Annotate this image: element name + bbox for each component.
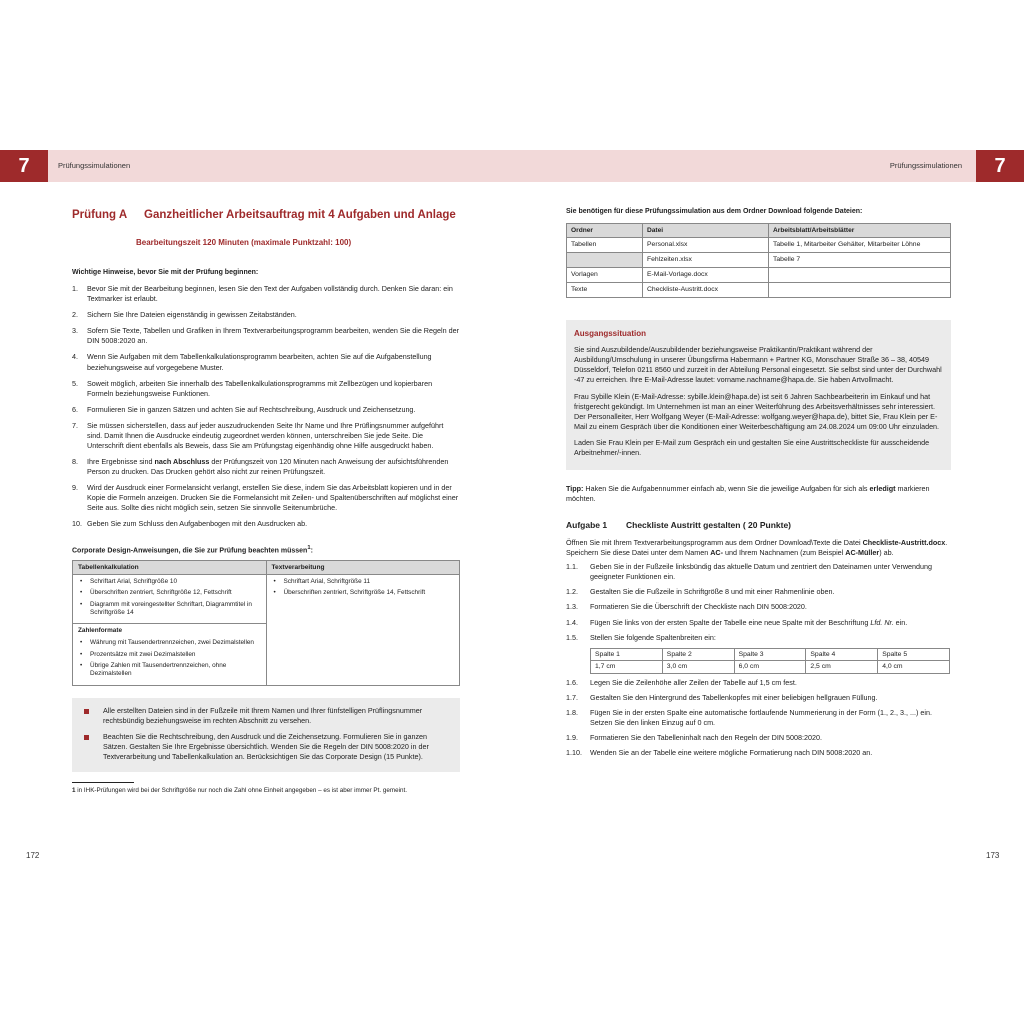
header-band [0,150,1024,182]
table-header: Tabellenkalkulation [73,560,267,574]
list-item: 10. Geben Sie zum Schluss den Aufgabenbogen mit den Ausdrucken ab. [72,519,308,529]
list-item: 1.9. Formatieren Sie den Tabelleninhalt nach den Regeln der DIN 5008:2020. [566,733,823,742]
corporate-design-heading: Corporate Design-Anweisungen, die Sie zur Prüfung beachten müssen$^1$: [72,544,313,554]
situation-paragraph: Frau Sybille Klein (E-Mail-Adresse: sybille.klein@hapa.de) ist seit 6 Jahren Sachbearbeiterin im Einkauf und hat fristgerecht gekündigt. Im Unternehmen ist man an einer Weiterführung des Arbeitsverhältnisses sehr interessiert. Der Personalleiter, Herr Wolfgang Weyer (E-Mail-Adresse: wolfgang.weyer@hapa.de), bittet Sie, Frau Klein per E-Mail zu einem Gespräch über die Konditionen einer Weiterbeschäftigung am 24.08.2024 um 09:00 Uhr einzuladen. [574,391,940,431]
hints-heading: Wichtige Hinweise, bevor Sie mit der Prüfung beginnen: [72,269,259,277]
situation-paragraph: Laden Sie Frau Klein per E-Mail zum Gespräch ein und gestalten Sie eine Austrittscheckliste für ausscheidende Arbeitnehmer/-innen. [574,437,930,457]
situation-box [566,320,951,470]
list-item: • Übrige Zahlen mit Tausendertrennzeichen, ohne Dezimalstellen [78,662,261,679]
task1-steps-continued [566,678,951,758]
list-item: 1.3. Formatieren Sie die Überschrift der Checkliste nach DIN 5008:2020. [566,602,807,612]
running-head-right: Prüfungssimulationen [889,161,962,170]
exam-title [72,207,460,223]
right-page-column [566,207,951,763]
list-item: • Diagramm mit voreingestellter Schriftart, Diagrammtitel in Schriftgröße 14 [78,601,261,618]
footnote-divider [72,782,134,783]
list-item: • Überschriften zentriert, Schriftgröße 12, Fettschrift [78,589,261,597]
list-item: 2. Sichern Sie Ihre Dateien eigenständig in gewissen Zeitabständen. [72,310,297,320]
left-page-column [72,207,460,796]
hints-list [72,284,460,529]
page-number-left: 172 [26,851,40,860]
table-header: Arbeitsblatt/Arbeitsblätter [769,223,951,237]
task1-heading: Aufgabe 1 Checkliste Austritt gestalten ( 20 Punkte) [566,520,792,531]
square-bullet-icon [84,709,89,714]
list-item: • Schriftart Arial, Schriftgröße 10 [78,578,261,586]
corporate-design-table [72,560,460,686]
list-item: • Überschriften zentriert, Schriftgröße 14, Fettschrift [272,589,455,597]
list-item: 5. Soweit möglich, arbeiten Sie innerhalb des Tabellenkalkulationsprogramms mit Zellbezügen und kopierbaren Formeln beziehungsweise Funktionen. [72,378,433,398]
note-item: Beachten Sie die Rechtschreibung, den Ausdruck und die Zeichensetzung. Formulieren Sie in ganzen Sätzen. Gestalten Sie Ihre Ergebnisse übersichtlich. Wenden Sie die Regeln der DIN 5008:2020 in der Textverarbeitung und Tabellenkalkulation an. Berücksichtigen Sie das Corporate Design (15 Punkte). [82,732,450,762]
column-widths-table [590,648,950,674]
note-item: Alle erstellten Dateien sind in der Fußzeile mit Ihrem Namen und Ihrer fünfstelligen Prüflingsnummer rechtsbündig beziehungsweise im rechten Abschnitt zu versehen. [82,706,450,726]
table-row: Texte Checkliste-Austritt.docx [567,283,951,298]
list-item: 3. Sofern Sie Texte, Tabellen und Grafiken in Ihrem Textverarbeitungsprogramm bearbeiten, wenden Sie die Regeln der DIN 5008:2020 an. [72,326,459,346]
list-item: 1.4. Fügen Sie links von der ersten Spalte der Tabelle eine neue Spalte mit der Beschriftung Lfd. Nr. ein. [566,617,908,627]
list-item: 1.10. Wenden Sie an der Tabelle eine weitere mögliche Formatierung nach DIN 5008:2020 an. [566,748,873,758]
table-header: Ordner [567,223,643,237]
list-item: 1.6. Legen Sie die Zeilenhöhe aller Zeilen der Tabelle auf 1,5 cm fest. [566,677,797,687]
table-row: Spalte 1 Spalte 2 Spalte 3 Spalte 4 Spalte 5 [591,648,950,661]
situation-paragraph: Sie sind Auszubildende/Auszubildender beziehungsweise Praktikantin/Praktikant während der Ausbildung/Umschulung in unserer Übungsfirma Habermann + Partner KG, Monschauer Straße 36 – 38, 40549 Düsseldorf, Telefon 0211 8560 und zurzeit in der Abteilung Personal eingesetzt. Sie selbst sind unter der Durchwahl -47 zu erreichen. Ihre E-Mail-Adresse lautet: vorname.nachname@hapa.de. Sie haben Artvollmacht. [574,345,942,385]
zahlenformate-label: Zahlenformate [78,627,123,635]
exam-subtitle: Bearbeitungszeit 120 Minuten (maximale Punktzahl: 100) [136,238,352,248]
table-header: Datei [643,223,769,237]
table-row: 1,7 cm 3,0 cm 6,0 cm 2,5 cm 4,0 cm [591,661,950,674]
tip-text: Tipp: Haken Sie die Aufgabennummer einfach ab, wenn Sie die jeweilige Aufgaben für sich als erledigt markieren möchten. [566,483,930,504]
footnote: 1 in IHK-Prüfungen wird bei der Schriftgröße nur noch die Zahl ohne Einheit angegeben – es ist aber immer Pt. gemeint. [72,786,407,794]
running-head-left: Prüfungssimulationen [58,161,131,170]
table-cell [73,574,267,623]
list-item: 1. Bevor Sie mit der Bearbeitung beginnen, lesen Sie den Text der Aufgaben vollständig durch. Denken Sie daran: ein Textmarker ist erlaubt. [72,284,453,304]
table-row: Fehlzeiten.xlsx Tabelle 7 [567,253,951,268]
chapter-number-left: 7 [0,150,48,182]
list-item: • Währung mit Tausendertrennzeichen, zwei Dezimalstellen [78,639,261,647]
list-item: 9. Wird der Ausdruck einer Formelansicht verlangt, erstellen Sie diese, indem Sie das Arbeitsblatt kopieren und in der Kopie die Formeln anzeigen. Drucken Sie die Formelansicht mit Zeilen- und Spaltenüberschriften auf möglichst einer Seite aus. Sollte dies nicht möglich sein, setzen Sie sinnvolle Seitenumbrüche. [72,483,459,513]
table-row: Tabellen Personal.xlsx Tabelle 1, Mitarbeiter Gehälter, Mitarbeiter Löhne [567,238,951,253]
list-item: 1.5. Stellen Sie folgende Spaltenbreiten ein: [566,632,716,642]
list-item: 8. Ihre Ergebnisse sind nach Abschluss der Prüfungszeit von 120 Minuten nach Anweisung der aufsichtsführenden Person zu drucken. Das Drucken gehört also nicht zur reinen Prüfungszeit. [72,457,449,477]
list-item: 1.1. Geben Sie in der Fußzeile linksbündig das aktuelle Datum und zentriert den Dateinamen unter Verwendung geeigneter Funktionen ein. [566,562,933,582]
notes-box [72,698,460,772]
list-item: 1.8. Fügen Sie in der ersten Spalte eine automatische fortlaufende Nummerierung in der Form (1., 2., 3., ...) ein. Setzen Sie den linken Einzug auf 0 cm. [566,707,932,727]
list-item: 6. Formulieren Sie in ganzen Sätzen und achten Sie auf Rechtschreibung, Ausdruck und Zeichensetzung. [72,404,416,414]
table-cell [73,624,267,685]
table-cell [266,574,460,685]
task1-intro: Öffnen Sie mit Ihrem Textverarbeitungsprogramm aus dem Ordner Download\Texte die Datei Checkliste-Austritt.docx. Speichern Sie diese Datei unter dem Namen AC- und Ihrem Nachnamen (zum Beispiel AC-Müller) ab. [566,538,948,558]
list-item: • Schriftart Arial, Schriftgröße 11 [272,578,455,586]
exam-label: Prüfung A [72,209,128,221]
situation-heading: Ausgangssituation [574,329,647,339]
square-bullet-icon [84,735,89,740]
chapter-number-right: 7 [976,150,1024,182]
page-number-right: 173 [986,851,1000,860]
exam-title-text: Ganzheitlicher Arbeitsauftrag mit 4 Aufgaben und Anlage [144,209,456,221]
task1-steps [566,562,951,642]
files-heading: Sie benötigen für diese Prüfungssimulation aus dem Ordner Download folgende Dateien: [566,208,863,215]
list-item: 4. Wenn Sie Aufgaben mit dem Tabellenkalkulationsprogramm bearbeiten, achten Sie auf die Aufgabenstellung beziehungsweise auf vorgegebene Muster. [72,352,432,372]
list-item: • Prozentsätze mit zwei Dezimalstellen [78,651,261,659]
list-item: 1.2. Gestalten Sie die Fußzeile in Schriftgröße 8 und mit einer Rahmenlinie oben. [566,587,835,597]
table-row: Vorlagen E-Mail-Vorlage.docx [567,268,951,283]
files-table [566,223,951,298]
list-item: 7. Sie müssen sicherstellen, dass auf jeder auszudruckenden Seite Ihr Name und Ihre Prüflingsnummer aufgeführt sind. Damit Ihnen die Ausdrucke eindeutig zugeordnet werden können, unterschreiben Sie jede Seite. Die Unterschrift dient ebenfalls als Beweis, dass Sie am Prüfungstag eigenhändig ohne Hilfe ausgedruckt haben. [72,420,444,451]
table-header: Textverarbeitung [266,560,460,574]
list-item: 1.7. Gestalten Sie den Hintergrund des Tabellenkopfes mit einer beliebigen hellgrauen Füllung. [566,692,878,702]
